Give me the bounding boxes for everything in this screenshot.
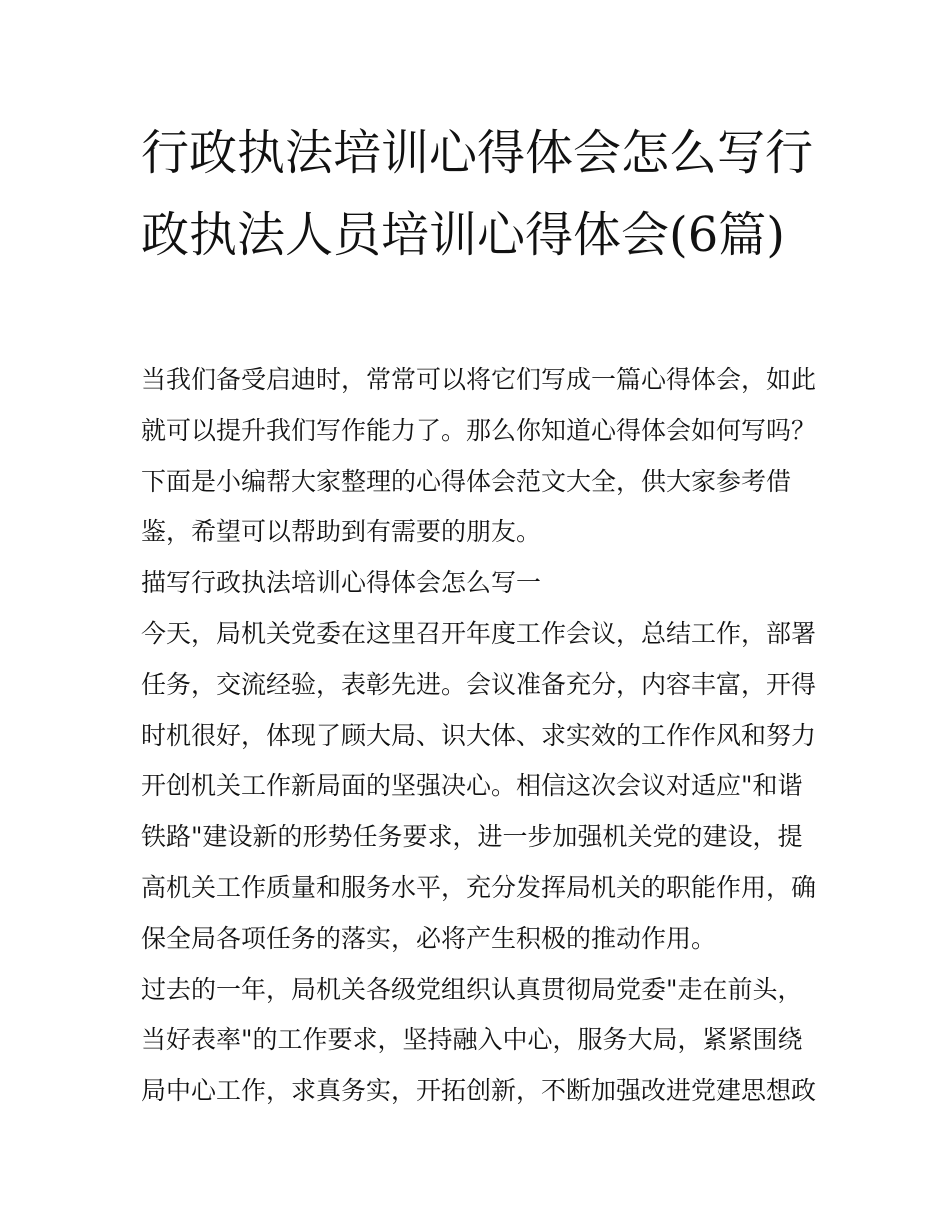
document-title: 行政执法培训心得体会怎么写行政执法人员培训心得体会(6篇) xyxy=(141,125,814,263)
intro-paragraph: 当我们备受启迪时，常常可以将它们写成一篇心得体会，如此就可以提升我们写作能力了。那么你知道心得体会如何写吗？下面是小编帮大家整理的心得体会范文大全，供大家参考借鉴，希望可以帮助到有需要的朋友。 xyxy=(141,365,817,547)
section-heading: 描写行政执法培训心得体会怎么写一 xyxy=(141,568,542,598)
document-body xyxy=(141,355,817,1117)
body-paragraph: 今天，局机关党委在这里召开年度工作会议，总结工作，部署任务，交流经验，表彰先进。会议准备充分，内容丰富，开得时机很好，体现了顾大局、识大体、求实效的工作作风和努力开创机关工作新局面的坚强决心。相信这次会议对适应"和谐铁路"建设新的形势任务要求，进一步加强机关党的建设，提高机关工作质量和服务水平，充分发挥局机关的职能作用，确保全局各项任务的落实，必将产生积极的推动作用。 xyxy=(141,618,817,953)
body-paragraph: 过去的一年，局机关各级党组织认真贯彻局党委"走在前头，当好表率"的工作要求，坚持融入中心，服务大局，紧紧围绕局中心工作，求真务实，开拓创新，不断加强改进党建思想政 xyxy=(141,974,817,1106)
